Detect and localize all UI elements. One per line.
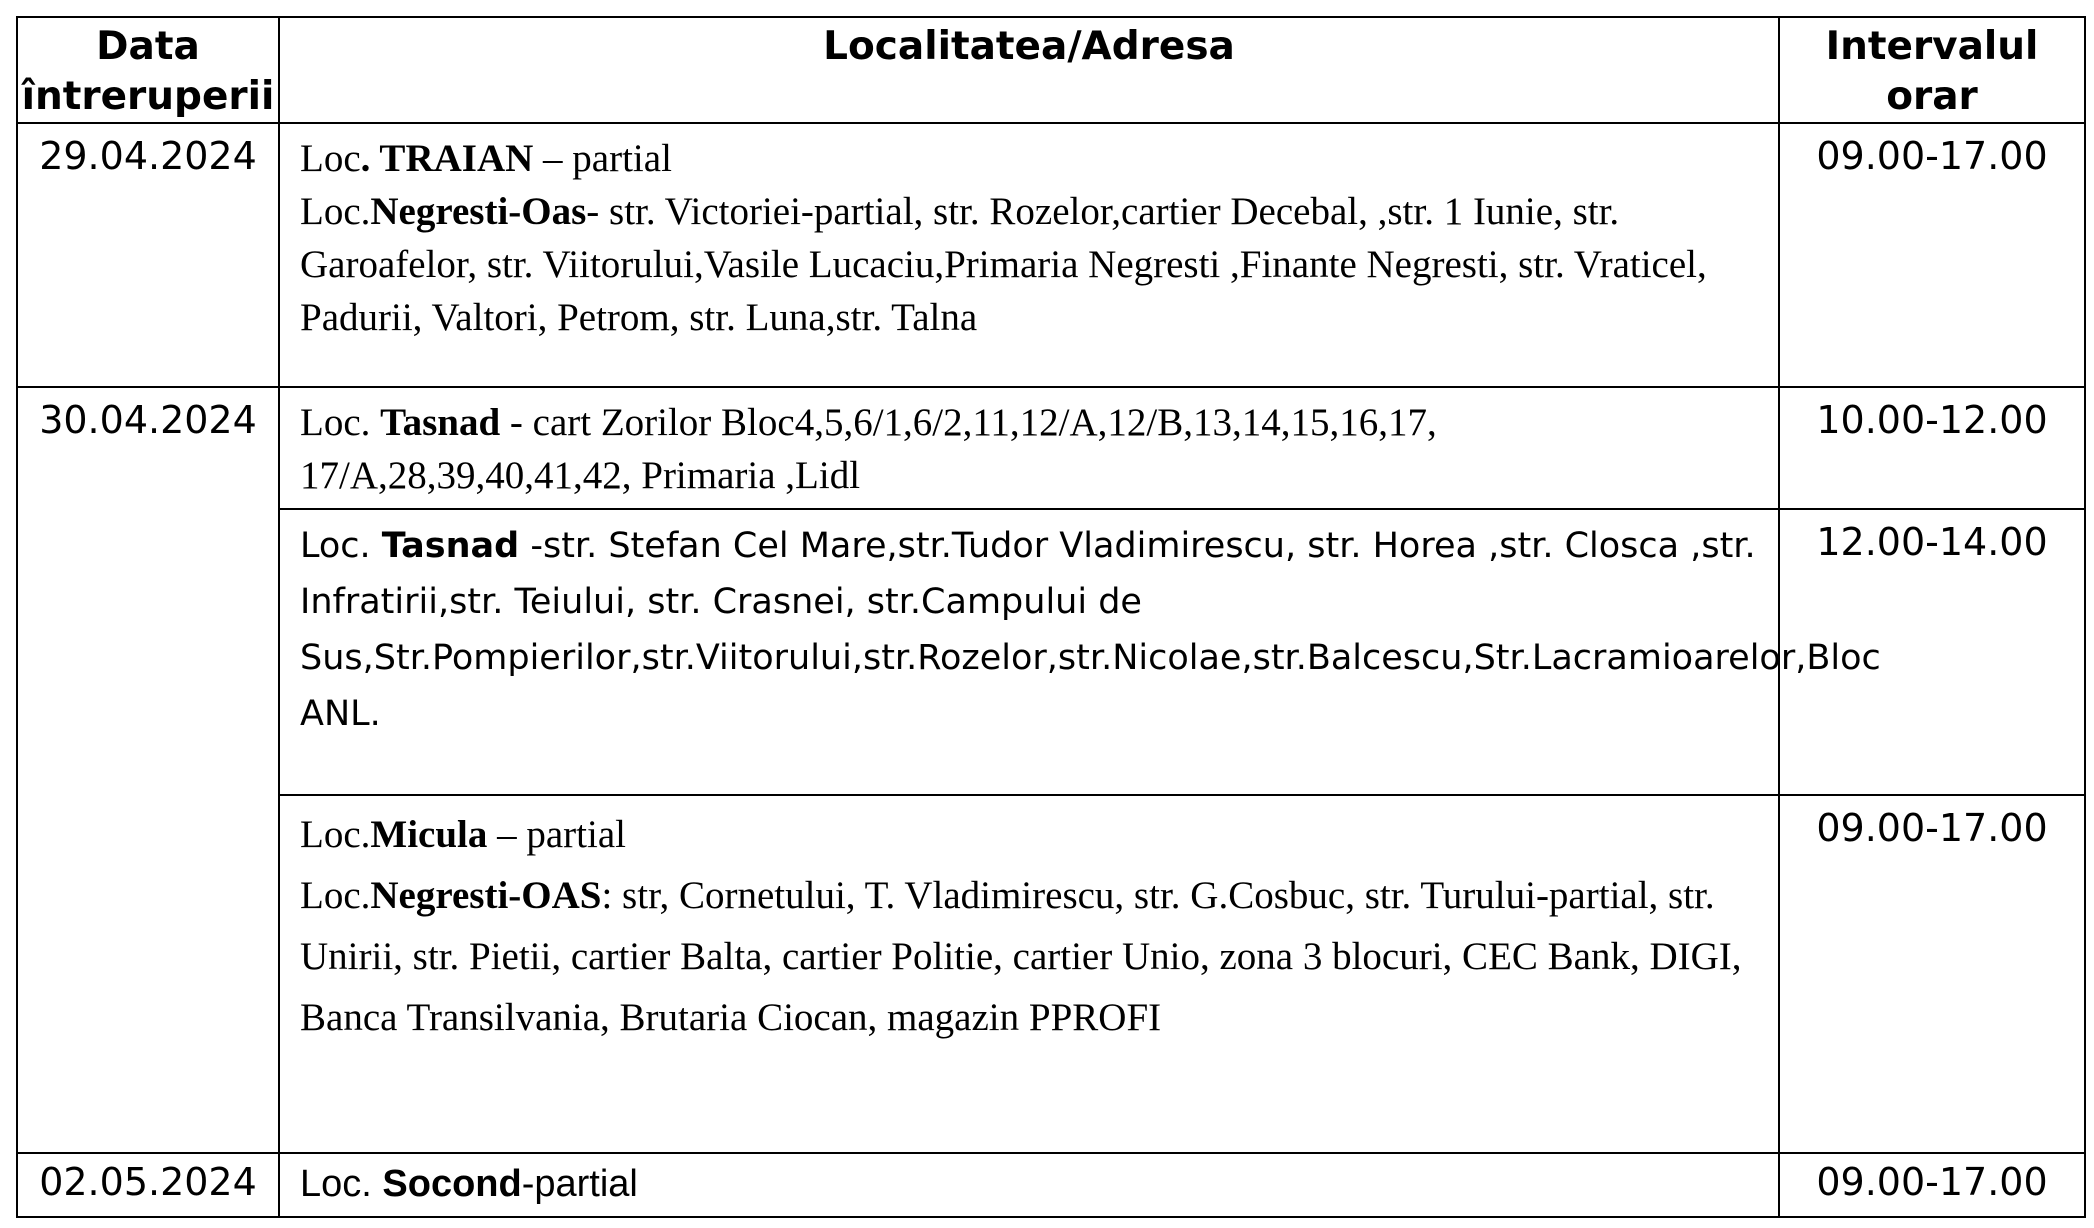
table-row	[17, 509, 2085, 795]
row-address	[279, 387, 1779, 509]
address-line: Loc. Tasnad -str. Stefan Cel Mare,str.Tudor Vladimirescu, str. Horea ,str. Closca ,str. Infratirii,str. Teiului, str. Crasnei, str.Campului de Sus,Str.Pompierilor,str.Viitorului,str.Rozelor,str.Nicolae,str.Balcescu,Str.Lacramioarelor,Bloc ANL.	[300, 526, 1881, 734]
row-interval: 09.00-17.00	[1779, 795, 2085, 1153]
address-line: Loc.Negresti-OAS: str, Cornetului, T. Vladimirescu, str. G.Cosbuc, str. Turului-partial, str. Unirii, str. Pietii, cartier Balta, cartier Politie, cartier Unio, zona 3 blocuri, CEC Bank, DIGI, Banca Transilvania, Brutaria Ciocan, magazin PPROFI	[300, 874, 1742, 1039]
address-line: Loc.Negresti-Oas- str. Victoriei-partial, str. Rozelor,cartier Decebal, ,str. 1 Iunie, str. Garoafelor, str. Viitorului,Vasile Lucaciu,Primaria Negresti ,Finante Negresti, str. Vraticel, Padurii, Valtori, Petrom, str. Luna,str. Talna	[300, 190, 1707, 339]
table-row	[17, 1153, 2085, 1217]
header-interval: Intervalul orar	[1779, 17, 2085, 123]
header-date: Data întreruperii	[17, 17, 279, 123]
table-header-row	[17, 17, 2085, 123]
row-address	[279, 795, 1779, 1153]
row-date: 29.04.2024	[17, 123, 279, 387]
table-row	[17, 795, 2085, 1153]
header-address: Localitatea/Adresa	[279, 17, 1779, 123]
row-address	[279, 123, 1779, 387]
row-interval: 10.00-12.00	[1779, 387, 2085, 509]
row-address	[279, 509, 1881, 795]
row-interval: 12.00-14.00	[1779, 509, 2085, 795]
table-row	[17, 123, 2085, 387]
row-interval: 09.00-17.00	[1779, 1153, 2085, 1217]
address-line: Loc.Micula – partial	[300, 813, 626, 856]
row-interval: 09.00-17.00	[1779, 123, 2085, 387]
address-line: Loc. TRAIAN – partial	[300, 137, 672, 180]
address-line: Loc. Socond-partial	[300, 1163, 638, 1205]
table-row	[17, 387, 2085, 509]
row-date: 30.04.2024	[17, 387, 279, 1153]
row-address	[279, 1153, 1779, 1217]
outage-schedule-table	[16, 16, 2086, 1218]
row-date: 02.05.2024	[17, 1153, 279, 1217]
address-line: Loc. Tasnad - cart Zorilor Bloc4,5,6/1,6/2,11,12/A,12/B,13,14,15,16,17, 17/A,28,39,40,41,42, Primaria ,Lidl	[300, 401, 1437, 497]
